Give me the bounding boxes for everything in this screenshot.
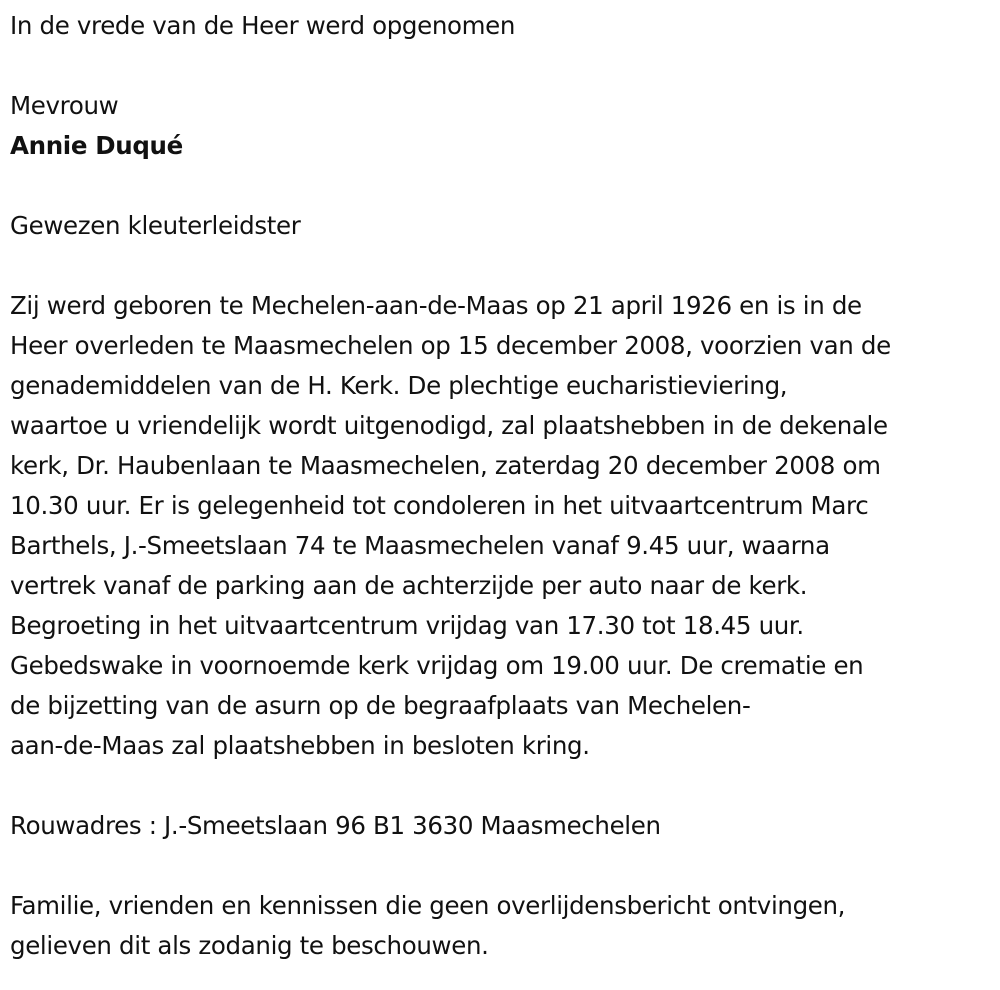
body-line: Zij werd geboren te Mechelen-aan-de-Maas op 21 april 1926 en is in de [10, 291, 862, 320]
occupation: Gewezen kleuterleidster [10, 211, 301, 240]
mourning-address: Rouwadres : J.-Smeetslaan 96 B1 3630 Maasmechelen [10, 811, 661, 840]
spacer [10, 846, 990, 886]
body-line: vertrek vanaf de parking aan de achterzijde per auto naar de kerk. [10, 571, 808, 600]
spacer [10, 166, 990, 206]
spacer [10, 46, 990, 86]
deceased-name: Annie Duqué [10, 131, 183, 160]
body-line: 10.30 uur. Er is gelegenheid tot condoleren in het uitvaartcentrum Marc [10, 491, 869, 520]
body-line: Heer overleden te Maasmechelen op 15 december 2008, voorzien van de [10, 331, 891, 360]
body-line: Begroeting in het uitvaartcentrum vrijdag van 17.30 tot 18.45 uur. [10, 611, 804, 640]
body-line: de bijzetting van de asurn op de begraafplaats van Mechelen- [10, 691, 751, 720]
body-paragraph [10, 286, 990, 766]
body-line: kerk, Dr. Haubenlaan te Maasmechelen, zaterdag 20 december 2008 om [10, 451, 881, 480]
body-line: genademiddelen van de H. Kerk. De plechtige eucharistieviering, [10, 371, 788, 400]
body-line: waartoe u vriendelijk wordt uitgenodigd, zal plaatshebben in de dekenale [10, 411, 888, 440]
closing-paragraph [10, 886, 990, 966]
body-line: aan-de-Maas zal plaatshebben in besloten kring. [10, 731, 590, 760]
salutation: Mevrouw [10, 91, 119, 120]
spacer [10, 766, 990, 806]
closing-line: Familie, vrienden en kennissen die geen overlijdensbericht ontvingen, [10, 891, 846, 920]
spacer [10, 246, 990, 286]
intro-text: In de vrede van de Heer werd opgenomen [10, 11, 516, 40]
body-line: Gebedswake in voornoemde kerk vrijdag om 19.00 uur. De crematie en [10, 651, 864, 680]
body-line: Barthels, J.-Smeetslaan 74 te Maasmechelen vanaf 9.45 uur, waarna [10, 531, 830, 560]
closing-line: gelieven dit als zodanig te beschouwen. [10, 931, 489, 960]
